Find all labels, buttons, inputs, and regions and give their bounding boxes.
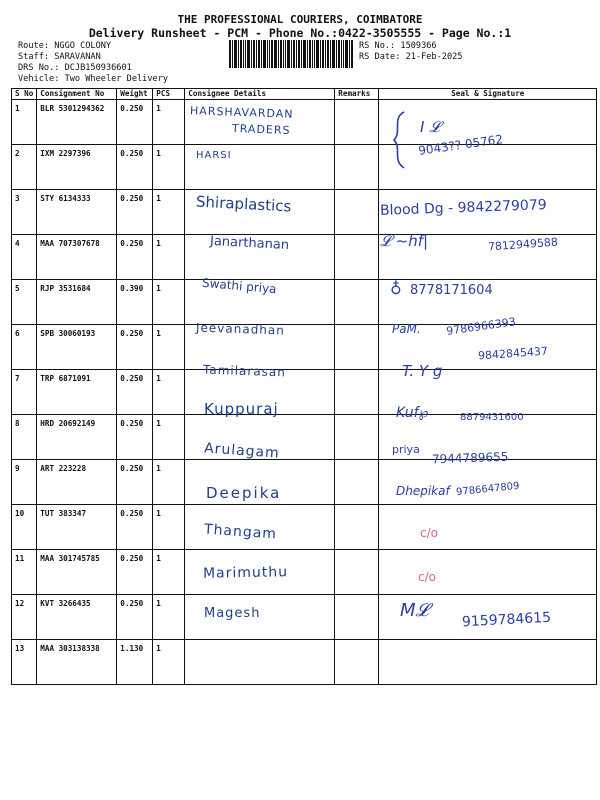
- consignment-cell: BLR 5301294362: [37, 100, 117, 145]
- consignment-cell: TUT 383347: [37, 505, 117, 550]
- handwritten-name: Marimuthu: [202, 564, 289, 582]
- handwritten-signature: M𝓛: [400, 600, 429, 621]
- sno-cell: 12: [12, 595, 37, 640]
- handwritten-name: Janarthanan: [209, 233, 290, 254]
- signature-cell: [379, 550, 597, 595]
- handwritten-note: 9842845437: [477, 344, 549, 363]
- pcs-cell: 1: [153, 640, 185, 685]
- handwritten-note: c/o: [420, 526, 438, 540]
- rs-date: RS Date: 21-Feb-2025: [359, 52, 463, 62]
- table-row: [12, 640, 597, 685]
- signature-bracket: [388, 110, 408, 174]
- handwritten-name: Kuppuraj: [204, 400, 279, 418]
- sno-cell: 10: [12, 505, 37, 550]
- consignment-cell: STY 6134333: [37, 190, 117, 235]
- company-title: THE PROFESSIONAL COURIERS, COIMBATORE: [177, 13, 423, 26]
- handwritten-name: TRADERS: [231, 121, 291, 138]
- handwritten-name: Tamilarasan: [202, 362, 287, 380]
- weight-cell: 0.250: [117, 235, 153, 280]
- handwritten-note: 9043?? 05762: [417, 132, 504, 158]
- handwritten-note: 7812949588: [487, 235, 559, 254]
- table-row: [12, 370, 597, 415]
- sno-cell: 11: [12, 550, 37, 595]
- pcs-cell: 1: [153, 190, 185, 235]
- column-header-pcs: PCS: [153, 89, 185, 100]
- sno-cell: 1: [12, 100, 37, 145]
- remarks-cell: [335, 505, 379, 550]
- pcs-cell: 1: [153, 505, 185, 550]
- remarks-cell: [335, 145, 379, 190]
- column-header-sno: S No: [12, 89, 37, 100]
- weight-cell: 0.250: [117, 505, 153, 550]
- weight-cell: 0.250: [117, 325, 153, 370]
- column-header-consignee: Consignee Details: [185, 89, 335, 100]
- column-header-signature: Seal & Signature: [379, 89, 597, 100]
- table-row: [12, 100, 597, 145]
- consignment-cell: TRP 6871091: [37, 370, 117, 415]
- handwritten-note: c/o: [418, 570, 436, 584]
- handwritten-note: 9786647809: [455, 480, 521, 499]
- pcs-cell: 1: [153, 550, 185, 595]
- handwritten-name: Arulagam: [203, 440, 281, 462]
- remarks-cell: [335, 325, 379, 370]
- route-text: Route: NGGO COLONY: [18, 41, 112, 51]
- handwritten-name: Shiraplastics: [195, 192, 292, 216]
- column-header-remarks: Remarks: [335, 89, 379, 100]
- barcode-image: [229, 40, 353, 68]
- handwritten-name: Magesh: [204, 606, 261, 621]
- pcs-cell: 1: [153, 280, 185, 325]
- handwritten-note: 8778171604: [410, 283, 493, 298]
- remarks-cell: [335, 460, 379, 505]
- weight-cell: 0.250: [117, 460, 153, 505]
- handwritten-note: 9159784615: [461, 609, 552, 631]
- handwritten-name: HARSI: [196, 150, 232, 161]
- weight-cell: 0.250: [117, 370, 153, 415]
- sno-cell: 2: [12, 145, 37, 190]
- handwritten-signature: PaM.: [392, 322, 421, 336]
- handwritten-name: Jeevanadhan: [195, 320, 286, 338]
- sno-cell: 5: [12, 280, 37, 325]
- pcs-cell: 1: [153, 460, 185, 505]
- consignment-cell: MAA 303138338: [37, 640, 117, 685]
- handwritten-name: Thangam: [203, 521, 278, 543]
- runsheet-table: [11, 88, 597, 685]
- runsheet-meta-right: [359, 41, 462, 63]
- table-header-row: [12, 89, 597, 100]
- handwritten-name: HARSHAVARDAN: [189, 104, 294, 121]
- weight-cell: 0.250: [117, 145, 153, 190]
- handwritten-note: 8879431600: [460, 412, 524, 423]
- handwritten-note: 7944789655: [431, 449, 509, 467]
- remarks-cell: [335, 370, 379, 415]
- weight-cell: 0.250: [117, 190, 153, 235]
- column-header-weight: Weight: [117, 89, 153, 100]
- pcs-cell: 1: [153, 145, 185, 190]
- remarks-cell: [335, 100, 379, 145]
- remarks-cell: [335, 640, 379, 685]
- handwritten-name: Swathi priya: [201, 275, 278, 297]
- sno-cell: 6: [12, 325, 37, 370]
- consignee-cell: [185, 640, 335, 685]
- table-row: [12, 505, 597, 550]
- handwritten-note: priya: [392, 443, 420, 456]
- signature-cell: [379, 640, 597, 685]
- sno-cell: 7: [12, 370, 37, 415]
- pcs-cell: 1: [153, 235, 185, 280]
- rs-number: RS No.: 1509366: [359, 41, 437, 51]
- remarks-cell: [335, 550, 379, 595]
- table-row: [12, 145, 597, 190]
- sno-cell: 4: [12, 235, 37, 280]
- weight-cell: 0.250: [117, 595, 153, 640]
- remarks-cell: [335, 280, 379, 325]
- handwritten-note: Blood Dg - 9842279079: [379, 197, 547, 219]
- consignment-cell: RJP 3531684: [37, 280, 117, 325]
- sno-cell: 13: [12, 640, 37, 685]
- runsheet-meta-left: [18, 41, 168, 85]
- column-header-consignment: Consignment No: [37, 89, 117, 100]
- sno-cell: 3: [12, 190, 37, 235]
- signature-cell: [379, 505, 597, 550]
- handwritten-note: 9786966393: [445, 315, 517, 338]
- remarks-cell: [335, 595, 379, 640]
- sno-cell: 9: [12, 460, 37, 505]
- handwritten-signature: I 𝓛: [420, 118, 441, 136]
- handwritten-name: Deepika: [206, 484, 282, 502]
- consignment-cell: HRD 20692149: [37, 415, 117, 460]
- weight-cell: 0.250: [117, 100, 153, 145]
- vehicle-text: Vehicle: Two Wheeler Delivery: [18, 74, 169, 84]
- weight-cell: 0.250: [117, 415, 153, 460]
- consignment-cell: MAA 301745785: [37, 550, 117, 595]
- weight-cell: 0.390: [117, 280, 153, 325]
- consignment-cell: SPB 30060193: [37, 325, 117, 370]
- remarks-cell: [335, 235, 379, 280]
- consignment-cell: ART 223228: [37, 460, 117, 505]
- consignment-cell: KVT 3266435: [37, 595, 117, 640]
- pcs-cell: 1: [153, 595, 185, 640]
- weight-cell: 0.250: [117, 550, 153, 595]
- table-row: [12, 550, 597, 595]
- pcs-cell: 1: [153, 100, 185, 145]
- pcs-cell: 1: [153, 325, 185, 370]
- handwritten-signature: 𝓛 ~hf|: [380, 232, 429, 250]
- staff-text: Staff: SARAVANAN: [18, 52, 101, 62]
- consignment-cell: MAA 707307678: [37, 235, 117, 280]
- pcs-cell: 1: [153, 370, 185, 415]
- consignment-cell: IXM 2297396: [37, 145, 117, 190]
- runsheet-subtitle: Delivery Runsheet - PCM - Phone No.:0422-3505555 - Page No.:1: [88, 26, 512, 40]
- weight-cell: 1.130: [117, 640, 153, 685]
- handwritten-signature: ♁: [390, 279, 402, 298]
- sno-cell: 8: [12, 415, 37, 460]
- signature-cell: [379, 145, 597, 190]
- handwritten-signature: Dhepikaf: [396, 484, 450, 498]
- remarks-cell: [335, 190, 379, 235]
- remarks-cell: [335, 415, 379, 460]
- pcs-cell: 1: [153, 415, 185, 460]
- handwritten-signature: Kuf℘: [396, 405, 429, 421]
- drs-number: DRS No.: DCJB150936601: [18, 63, 132, 73]
- handwritten-note: T. Y g: [402, 362, 443, 380]
